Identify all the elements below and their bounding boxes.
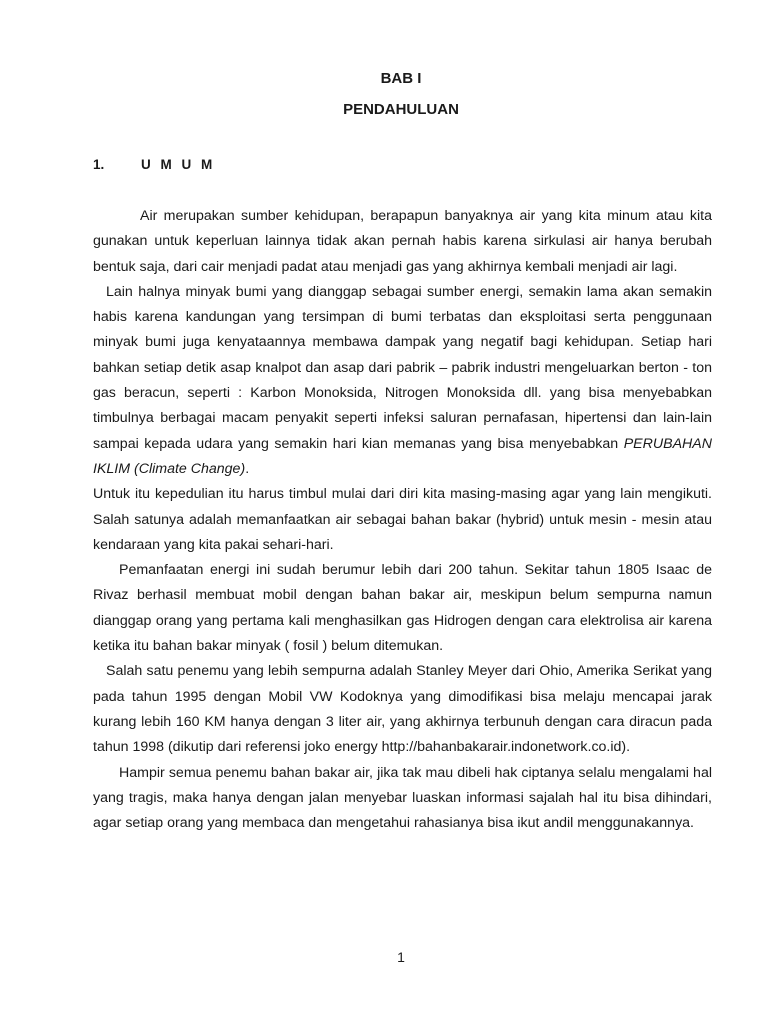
- section-title: U M U M: [141, 157, 216, 172]
- paragraph-1: Air merupakan sumber kehidupan, berapapun banyaknya air yang kita minum atau kita gunakan untuk keperluan lainnya tidak akan pernah habis karena sirkulasi air hanya berubah bentuk saja, dari cair menjadi padat atau menjadi gas yang akhirnya kembali menjadi air lagi.: [93, 208, 712, 275]
- paragraph-2-text: Lain halnya minyak bumi yang dianggap sebagai sumber energi, semakin lama akan semakin habis karena kandungan yang tersimpan di bumi terbatas dan eksploitasi serta penggunaan minyak bumi juga kenyataannya membawa dampak yang negatif bagi kehidupan. Setiap hari bahkan setiap detik asap knalpot dan asap dari pabrik – pabrik industri mengeluarkan berton - ton gas beracun, seperti : Karbon Monoksida, Nitrogen Monoksida dll. yang bisa menyebabkan timbulnya berbagai macam penyakit seperti infeksi saluran pernafasan, hipertensi dan lain-lain sampai kepada udara yang semakin hari kian memanas yang bisa menyebabkan: [93, 283, 712, 452]
- body-text: [93, 204, 712, 836]
- paragraph-5: Salah satu penemu yang lebih sempurna adalah Stanley Meyer dari Ohio, Amerika Serikat yang pada tahun 1995 dengan Mobil VW Kodoknya yang dimodifikasi bisa melaju mencapai jarak kurang lebih 160 KM hanya dengan 3 liter air, yang akhirnya terbunuh dengan cara diracun pada tahun 1998 (dikutip dari referensi joko energy http://bahanbakarair.indonetwork.co.id).: [93, 663, 712, 756]
- section-number: 1.: [93, 157, 105, 172]
- chapter-label: BAB I: [380, 70, 422, 87]
- paragraph-3: Untuk itu kepedulian itu harus timbul mulai dari diri kita masing-masing agar yang lain mengikuti. Salah satunya adalah memanfaatkan air sebagai bahan bakar (hybrid) untuk mesin - mesin atau kendaraan yang kita pakai sehari-hari.: [93, 486, 712, 553]
- paragraph-6: Hampir semua penemu bahan bakar air, jika tak mau dibeli hak ciptanya selalu mengalami hal yang tragis, maka hanya dengan jalan menyebar luaskan informasi sajalah hal itu bisa dihindari, agar setiap orang yang membaca dan mengetahui rahasianya bisa ikut andil menggunakannya.: [93, 764, 712, 832]
- paragraph-4: Pemanfaatan energi ini sudah berumur lebih dari 200 tahun. Sekitar tahun 1805 Isaac de Rivaz berhasil membuat mobil dengan bahan bakar air, meskipun belum sempurna namun dianggap orang yang pertama kali menghasilkan gas Hidrogen dengan cara elektrolisa air karena ketika itu bahan bakar minyak ( fosil ) belum ditemukan.: [93, 562, 712, 655]
- paragraph-2: [93, 280, 712, 482]
- paragraph-2-end: .: [245, 460, 250, 477]
- paragraph-2-emphasis: PERUBAHAN IKLIM (Climate Change): [93, 435, 712, 477]
- chapter-title: PENDAHULUAN: [343, 101, 459, 118]
- page-number: 1: [397, 949, 405, 965]
